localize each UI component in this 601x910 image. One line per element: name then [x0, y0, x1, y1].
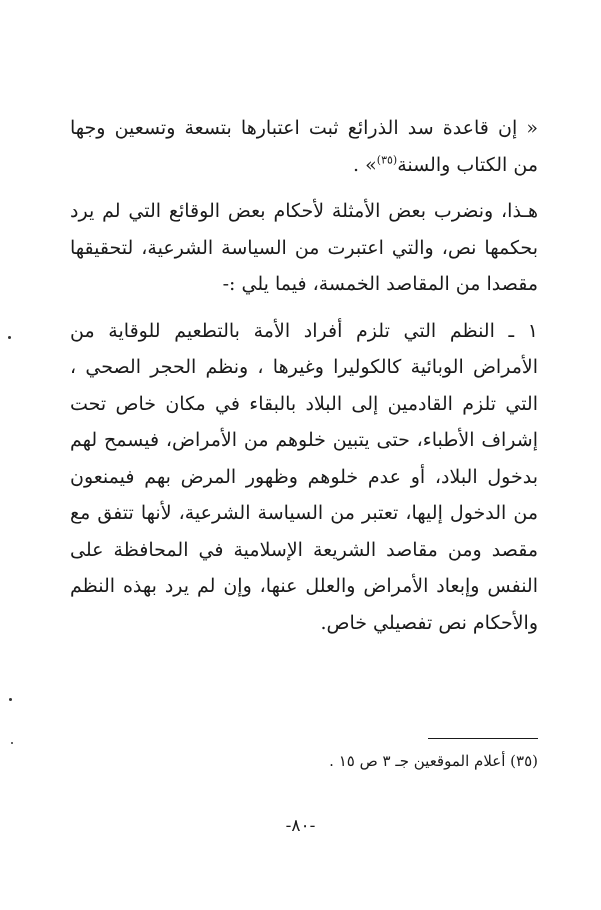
quote-paragraph: [70, 110, 538, 183]
scan-speck: [8, 336, 11, 339]
footnote-divider: [428, 738, 538, 739]
footnote: (٣٥) أعلام الموقعين جـ ٣ ص ١٥ .: [329, 752, 538, 770]
example-paragraph: ١ ـ النظم التي تلزم أفراد الأمة بالتطعيم للوقاية من الأمراض الوبائية كالكوليرا وغيرها ، ونظم الحجر الصحي ، التي تلزم القادمين إلى البلاد بالبقاء في مكان خاص تحت إشراف الأطباء، حتى يتبين خلوهم من الأمراض، فيسمح لهم بدخول البلاد، أو عدم خلوهم وظهور المرض بهم فيمنعون من الدخول إليها، تعتبر من السياسة الشرعية، لأنها تتفق مع مقصد ومن مقاصد الشريعة الإسلامية في المحافظة على النفس وإبعاد الأمراض والعلل عنها، وإن لم يرد بهذه النظم والأحكام نص تفصيلي خاص.: [70, 319, 538, 634]
scan-speck: [11, 742, 13, 744]
page-number: -٨٠-: [285, 816, 316, 836]
intro-paragraph: هـذا، ونضرب بعض الأمثلة لأحكام بعض الوقائع التي لم يرد بحكمها نص، والتي اعتبرت من السياسة الشرعية، لتحقيقها مقصدا من المقاصد الخمسة، فيما يلي :-: [70, 200, 538, 295]
scan-speck: [9, 698, 12, 701]
quote-closing: » .: [353, 153, 377, 176]
quote-text: « إن قاعدة سد الذرائع ثبت اعتبارها بتسعة وتسعين وجها من الكتاب والسنة: [70, 117, 538, 176]
footnote-reference[interactable]: (٣٥): [376, 153, 398, 167]
page-body: [70, 110, 538, 641]
